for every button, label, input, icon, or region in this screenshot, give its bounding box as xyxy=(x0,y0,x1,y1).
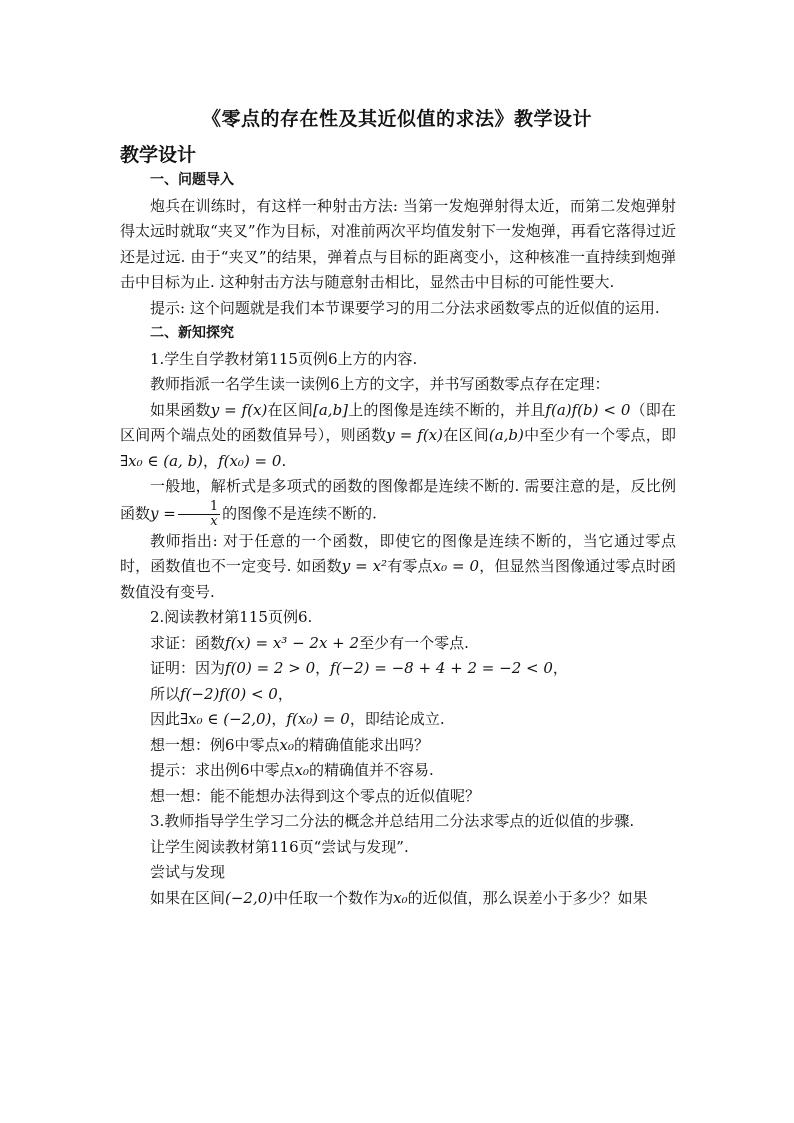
formula: y = x² xyxy=(341,557,388,575)
text: 因此 xyxy=(150,710,181,728)
text: 如果函数 xyxy=(150,400,211,419)
text: 上的图像是连续不断的，并且 xyxy=(348,400,546,419)
paragraph-continuity xyxy=(120,474,676,529)
formula: f(−2) = −8 + 4 + 2 = −2 < 0 xyxy=(330,659,553,677)
text: 提示：求出例6中零点 xyxy=(150,761,295,779)
text: 中至少有一个零点，即 xyxy=(523,426,676,444)
proof-line-3 xyxy=(120,707,676,733)
formula: ∃x₀ ∈ (−2,0) xyxy=(180,710,272,728)
think-2: 想一想：能不能想办法得到这个零点的近似值呢？ xyxy=(150,786,481,805)
formula: ∃x₀ ∈ (a, b) xyxy=(120,451,204,470)
formula: x₀ xyxy=(294,761,310,779)
proof-line-2 xyxy=(120,682,676,708)
text: ， xyxy=(277,684,293,703)
formula: x₀ xyxy=(279,735,295,754)
proof-line-1 xyxy=(120,656,676,682)
text: 的精确值并不容易. xyxy=(309,761,434,779)
document-body xyxy=(120,168,676,911)
text: . xyxy=(281,451,287,470)
text: ，即结论成立. xyxy=(349,710,445,728)
text: ，但显然当图像通过零点时函数值没有变号. xyxy=(120,557,676,601)
text: （即在区间两个端点处的函数值异号），则函数 xyxy=(120,400,676,444)
formula: (−2,0) xyxy=(225,888,274,907)
text: 教师指出: 对于任意的一个函数，即使它的图像是连续不断的，当它通过零点时，函数值也不一定变号. 如函数 xyxy=(120,531,676,575)
formula: y = xyxy=(150,504,176,522)
text: 所以 xyxy=(150,684,181,703)
text: ， xyxy=(315,659,331,677)
text: 求证：函数 xyxy=(150,633,226,652)
formula: f(x₀) = 0 xyxy=(286,710,350,728)
fraction xyxy=(178,500,220,529)
text: 的图像不是连续不断的. xyxy=(222,504,377,522)
text: 在区间 xyxy=(443,426,489,444)
formula: f(0) = 2 > 0 xyxy=(225,659,316,677)
heading-problem-intro: 一、问题导入 xyxy=(150,172,234,188)
text: 如果在区间 xyxy=(150,888,226,907)
try-and-discover: 尝试与发现 xyxy=(150,863,226,881)
paragraph-teacher-note xyxy=(120,529,676,606)
hint-1 xyxy=(120,758,676,784)
item-2: 2.阅读教材第115页例6. xyxy=(150,608,313,626)
fraction-denominator: x xyxy=(210,513,218,529)
formula: (a,b) xyxy=(488,426,524,444)
item-3: 3.教师指导学生学习二分法的概念并总结用二分法求零点的近似值的步骤. xyxy=(150,812,635,830)
zero-existence-theorem xyxy=(120,398,676,475)
text: 想一想：例6中零点 xyxy=(150,735,280,754)
text: 在区间 xyxy=(267,400,314,419)
text: ， xyxy=(203,451,219,470)
formula: [a,b] xyxy=(313,400,349,419)
section-heading: 教学设计 xyxy=(120,144,197,166)
formula: f(−2)f(0) < 0 xyxy=(180,684,278,703)
heading-new-knowledge: 二、新知探究 xyxy=(150,325,234,341)
text: 一般地，解析式是多项式的函数的图像都是连续不断的. 需要注意的是，反比例函数 xyxy=(120,477,676,522)
think-1 xyxy=(120,733,676,759)
text: ， xyxy=(271,710,287,728)
item-1-description: 教师指派一名学生读一读例6上方的文字，并书写函数零点存在定理： xyxy=(150,375,610,393)
formula: y = f(x) xyxy=(386,426,443,444)
formula: x₀ xyxy=(393,888,408,907)
document-title: 《零点的存在性及其近似值的求法》教学设计 xyxy=(201,108,592,130)
formula: x₀ = 0 xyxy=(432,557,480,575)
formula: f(a)f(b) < 0 xyxy=(545,400,631,419)
text: 有零点 xyxy=(387,557,433,575)
paragraph-artillery: 炮兵在训练时，有这样一种射击方法: 当第一发炮弹射得太近，而第二发炮弹射得太远时就取“夹叉”作为目标，对准前两次平均值发射下一发炮弹，再看它落得过近还是过远. 由于“夹叉”的结果，弹着点与目标的距离变小，这种核准一直持续到炮弹击中目标为止. 这种射击方法与随意射击相比，显然击中目标的可能性要大. xyxy=(120,196,676,291)
item-3-read: 让学生阅读教材第116页“尝试与发现”. xyxy=(150,837,409,856)
prove-statement xyxy=(120,631,676,657)
paragraph-hint: 提示: 这个问题就是我们本节课要学习的用二分法求函数零点的近似值的运用. xyxy=(150,298,660,317)
item-1: 1.学生自学教材第115页例6上方的内容. xyxy=(150,349,418,368)
formula: f(x₀) = 0 xyxy=(218,451,282,470)
text: 的精确值能求出吗？ xyxy=(294,735,430,754)
text: 证明：因为 xyxy=(150,659,226,677)
paragraph-error-question xyxy=(120,886,676,912)
text: ， xyxy=(552,659,568,677)
text: 的近似值，那么误差小于多少？如果 xyxy=(407,888,648,907)
fraction-numerator: 1 xyxy=(178,500,220,515)
text: 至少有一个零点. xyxy=(359,633,469,652)
formula: y = f(x) xyxy=(210,400,268,419)
text: 中任取一个数作为 xyxy=(273,888,394,907)
formula: f(x) = x³ − 2x + 2 xyxy=(225,633,360,652)
